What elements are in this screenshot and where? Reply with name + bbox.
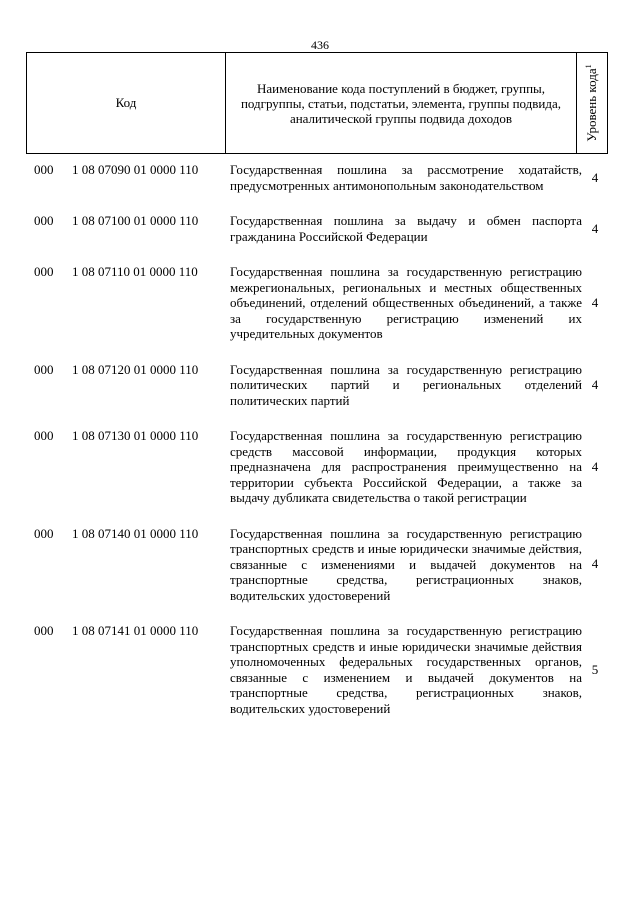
header-level-footnote: 1 — [583, 64, 593, 69]
admin-code: 000 — [34, 264, 54, 279]
income-name: Государственная пошлина за государственную регистрацию политических партий и региональных отделений политических партий — [230, 361, 582, 408]
admin-code: 000 — [34, 361, 54, 377]
table-row — [26, 264, 608, 342]
income-code: 1 08 07120 01 0000 110 — [72, 361, 199, 377]
table-row — [26, 213, 608, 244]
header-level-label: Уровень кода — [584, 68, 600, 142]
header-level — [584, 64, 600, 141]
table-row — [26, 428, 608, 506]
table-row — [26, 362, 608, 409]
income-code: 1 08 07110 01 0000 110 — [72, 264, 198, 279]
income-name: Государственная пошлина за государственную регистрацию транспортных средств и иные юридически значимые действия уполномоченных федеральных государственных органов, связанные с изменением и выдачей документов на транспортные средства, регистрационных знаков, водительских удостоверений — [230, 623, 582, 716]
table-body — [26, 162, 608, 736]
income-code: 1 08 07130 01 0000 110 — [72, 428, 199, 443]
income-code: 1 08 07141 01 0000 110 — [72, 623, 199, 638]
income-name: Государственная пошлина за выдачу и обмен паспорта гражданина Российской Федерации — [230, 213, 582, 244]
admin-code: 000 — [34, 623, 54, 638]
code-level: 4 — [591, 294, 599, 310]
income-name: Государственная пошлина за рассмотрение ходатайств, предусмотренных антимонопольным законодательством — [230, 162, 582, 193]
income-code: 1 08 07090 01 0000 110 — [72, 162, 199, 177]
code-level: 5 — [591, 661, 599, 677]
table-row — [26, 623, 608, 716]
code-level: 4 — [591, 376, 599, 392]
code-level: 4 — [591, 556, 599, 572]
admin-code: 000 — [34, 525, 54, 541]
admin-code: 000 — [34, 428, 54, 443]
admin-code: 000 — [34, 162, 54, 177]
code-level: 4 — [591, 169, 599, 185]
admin-code: 000 — [34, 213, 54, 228]
code-level: 4 — [591, 220, 599, 236]
income-code: 1 08 07140 01 0000 110 — [72, 525, 199, 541]
table-row — [26, 526, 608, 604]
income-name: Государственная пошлина за государственную регистрацию транспортных средств и иные юридически значимые действия, связанные с изменениями и выдачей документов на транспортные средства, регистрационных знаков, водительских удостоверений — [230, 525, 582, 603]
header-level-cell — [577, 53, 607, 153]
header-code: Код — [27, 53, 226, 153]
income-name: Государственная пошлина за государственную регистрацию межрегиональных, региональных и местных общественных объединений, отделений общественных объединений, а также за государственную регистрацию изменений их учредительных документов — [230, 264, 582, 341]
page-number: 436 — [311, 38, 329, 52]
table-row — [26, 162, 608, 193]
header-name: Наименование кода поступлений в бюджет, группы, подгруппы, статьи, подстатьи, элемента, группы подвида, аналитической группы подвида доходов — [226, 53, 577, 153]
income-code: 1 08 07100 01 0000 110 — [72, 213, 199, 228]
table-header — [26, 52, 608, 154]
income-name: Государственная пошлина за государственную регистрацию средств массовой информации, продукция которых предназначена для распространения преимущественно на территории субъекта Российской Федерации, а также за выдачу дубликата свидетельства о такой регистрации — [230, 428, 582, 505]
code-level: 4 — [591, 458, 599, 474]
